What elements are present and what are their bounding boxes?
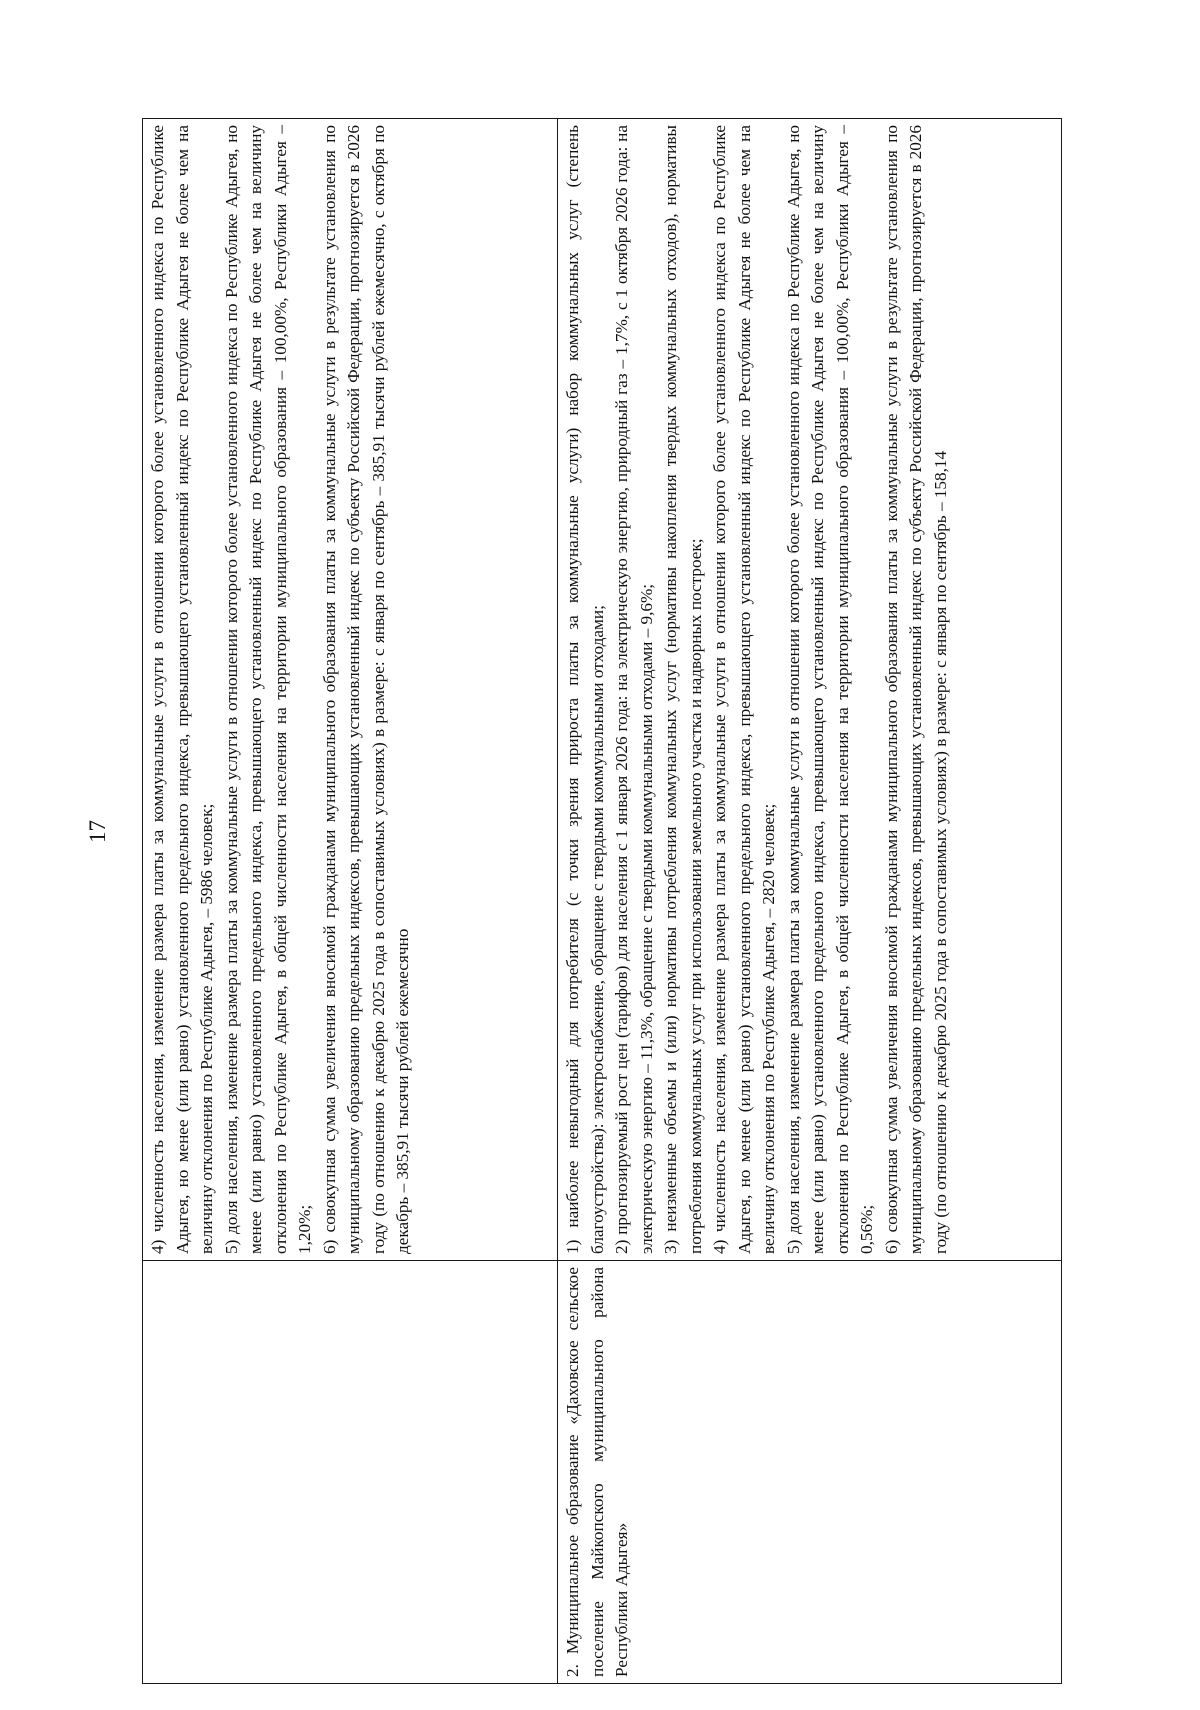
indicator-item: 1) наиболее невыгодный для потребителя (с точки зрения прироста платы за коммунальные услуги) набор коммунальных услуг (степень благоустройства): электроснабжение, обращение с твердыми коммунальными отходами; <box>563 125 607 1254</box>
page-number: 17 <box>85 820 110 843</box>
indicator-item: 2) прогнозируемый рост цен (тарифов) для населения с 1 января 2026 года: на электрическую энергию, природный газ – 1,7%, с 1 октября 2026 года: на электрическую энергию – 11,3%, обращение с твердыми коммунальными отходами – 9,6%; <box>612 125 656 1254</box>
indicator-item: 4) численность населения, изменение размера платы за коммунальные услуги в отношении которого более установленного индекса по Республике Адыгея, но менее (или равно) установленного предельного индекса, превышающего установленный индекс по Республике Адыгея не более чем на величину отклонения по Республике Адыгея, – 2820 человек; <box>710 125 778 1254</box>
municipality-name-cell <box>558 1261 1062 1684</box>
indicator-item: 3) неизменные объемы и (или) нормативы потребления коммунальных услуг (нормативы накопления твердых коммунальных отходов), нормативы потребления коммунальных услуг при использовании земельного участка и надворных построек; <box>661 125 705 1254</box>
table-row <box>143 119 558 1684</box>
indicator-item: 5) доля населения, изменение размера платы за коммунальные услуги в отношении которого более установленного индекса по Республике Адыгея, но менее (или равно) установленного предельного индекса, превышающего установленный индекс по Республике Адыгея не более чем на величину отклонения по Республике Адыгея, в общей численности населения на территории муниципального образования – 100,00%, Республики Адыгея – 1,20%; <box>221 125 314 1254</box>
municipality-name-cell <box>143 1261 558 1684</box>
table-row <box>558 119 1062 1684</box>
municipality-name: 2. Муниципальное образование «Даховское сельское поселение Майкопского муниципального района Республики Адыгея» <box>563 1267 631 1677</box>
indicator-item: 6) совокупная сумма увеличения вносимой гражданами муниципального образования платы за коммунальные услуги в результате установления по муниципальному образованию предельных индексов, превышающих установленный индекс по субъекту Российской Федерации, прогнозируется в 2026 году (по отношению к декабрю 2025 года в сопоставимых условиях) в размере: с января по сентябрь – 158,14 <box>881 125 950 1254</box>
indicator-item: 6) совокупная сумма увеличения вносимой гражданами муниципального образования платы за коммунальные услуги в результате установления по муниципальному образованию предельных индексов, превышающих установленный индекс по субъекту Российской Федерации, прогнозируется в 2026 году (по отношению к декабрю 2025 года в сопоставимых условиях) в размере: с января по сентябрь – 385,91 тысячи рублей ежемесячно, с октября по декабрь – 385,91 тысячи рублей ежемесячно <box>319 125 412 1254</box>
indicator-item: 5) доля населения, изменение размера платы за коммунальные услуги в отношении которого более установленного индекса по Республике Адыгея, но менее (или равно) установленного предельного индекса, превышающего установленный индекс по Республике Адыгея не более чем на величину отклонения по Республике Адыгея, в общей численности населения на территории муниципального образования – 100,00%, Республики Адыгея – 0,56%; <box>783 125 876 1254</box>
rotated-table-container <box>142 118 1062 1684</box>
indicators-cell <box>143 119 558 1261</box>
indicator-item: 4) численность населения, изменение размера платы за коммунальные услуги в отношении которого более установленного индекса по Республике Адыгея, но менее (или равно) установленного предельного индекса, превышающего установленный индекс по Республике Адыгея не более чем на величину отклонения по Республике Адыгея, – 5986 человек; <box>148 125 216 1254</box>
indicators-table <box>142 118 1062 1684</box>
indicators-cell <box>558 119 1062 1261</box>
